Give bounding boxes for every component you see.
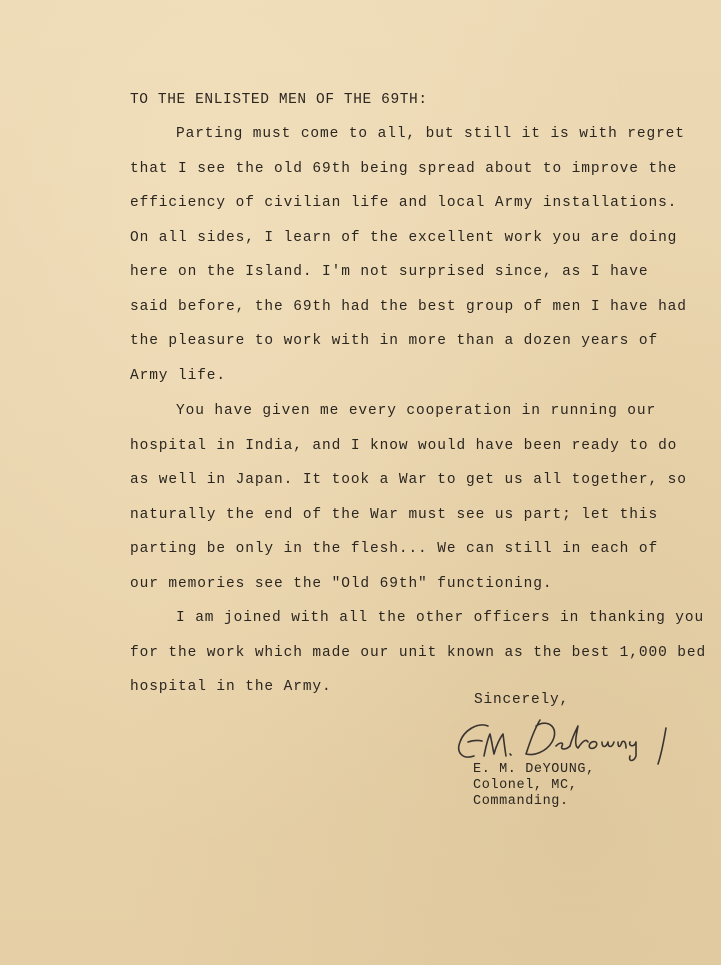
letter-line: that I see the old 69th being spread about to improve the <box>130 161 678 177</box>
letter-line: Parting must come to all, but still it is with regret <box>176 126 685 142</box>
letter-line: here on the Island. I'm not surprised since, as I have <box>130 264 649 280</box>
letter-line: efficiency of civilian life and local Army installations. <box>130 195 678 211</box>
letter-line: Army life. <box>130 368 227 384</box>
signer-rank: Colonel, MC, <box>473 778 578 793</box>
letter-line: parting be only in the flesh... We can still in each of <box>130 541 659 557</box>
letter-line: as well in Japan. It took a War to get us all together, so <box>130 472 687 488</box>
signer-role: Commanding. <box>473 794 569 809</box>
letter-line: hospital in the Army. <box>130 679 332 695</box>
letter-line: the pleasure to work with in more than a dozen years of <box>130 333 659 349</box>
letter-line: said before, the 69th had the best group of men I have had <box>130 299 687 315</box>
letter-line: for the work which made our unit known as the best 1,000 bed <box>130 645 707 661</box>
letter-heading: TO THE ENLISTED MEN OF THE 69TH: <box>130 92 428 108</box>
letter-line: You have given me every cooperation in running our <box>176 403 657 419</box>
letter-line: hospital in India, and I know would have been ready to do <box>130 438 678 454</box>
letter-line: I am joined with all the other officers in thanking you <box>176 610 705 626</box>
letter-line: naturally the end of the War must see us part; let this <box>130 507 659 523</box>
letter-line: our memories see the "Old 69th" functioning. <box>130 576 553 592</box>
signer-name: E. M. DeYOUNG, <box>473 762 595 777</box>
letter-closing: Sincerely, <box>474 692 570 708</box>
letter-line: On all sides, I learn of the excellent work you are doing <box>130 230 678 246</box>
